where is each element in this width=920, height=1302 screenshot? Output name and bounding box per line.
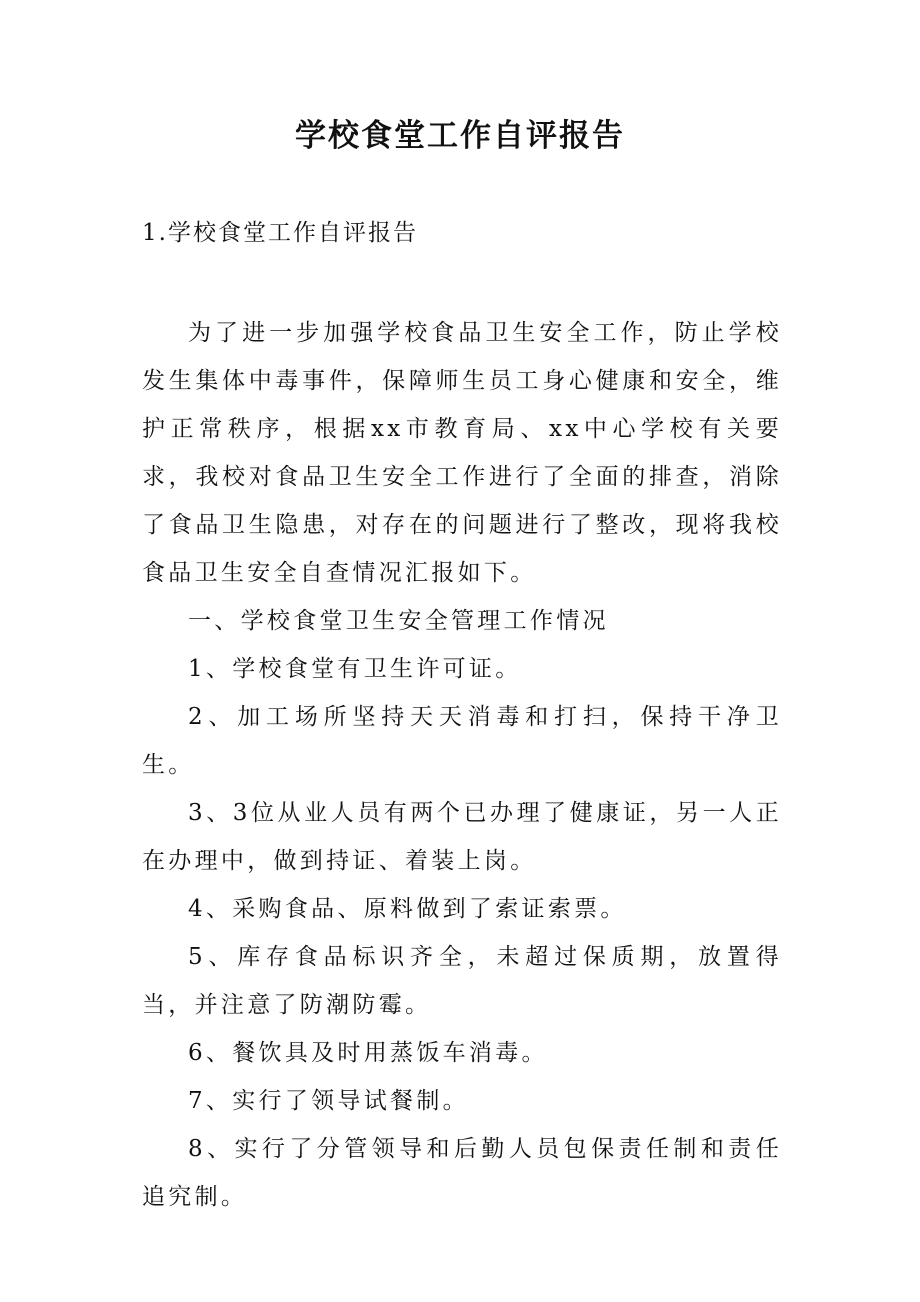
paragraph-item-4: 4、采购食品、原料做到了索证索票。 — [188, 896, 627, 922]
paragraph-item-7: 7、实行了领导试餐制。 — [188, 1088, 469, 1114]
paragraph-item-6: 6、餐饮具及时用蒸饭车消毒。 — [188, 1040, 548, 1066]
document-body — [142, 309, 782, 1221]
paragraph-item-5: 5、库存食品标识齐全，未超过保质期，放置得当，并注意了防潮防霉。 — [142, 944, 782, 1018]
paragraph-intro: 为了进一步加强学校食品卫生安全工作，防止学校发生集体中毒事件，保障师生员工身心健康和安全，维护正常秩序，根据xx市教育局、xx中心学校有关要求，我校对食品卫生安全工作进行了全面的排查，消除了食品卫生隐患，对存在的问题进行了整改，现将我校食品卫生安全自查情况汇报如下。 — [142, 320, 782, 586]
paragraph-item-8: 8、实行了分管领导和后勤人员包保责任制和责任追究制。 — [142, 1136, 782, 1210]
paragraph-heading-management: 一、学校食堂卫生安全管理工作情况 — [188, 608, 609, 634]
document-title: 学校食堂工作自评报告 — [295, 118, 625, 154]
paragraph-item-2: 2、加工场所坚持天天消毒和打扫，保持干净卫生。 — [142, 704, 782, 778]
section-heading: 1.学校食堂工作自评报告 — [142, 220, 418, 246]
paragraph-item-1: 1、学校食堂有卫生许可证。 — [188, 656, 522, 682]
paragraph-item-3: 3、3位从业人员有两个已办理了健康证，另一人正在办理中，做到持证、着装上岗。 — [142, 800, 782, 874]
